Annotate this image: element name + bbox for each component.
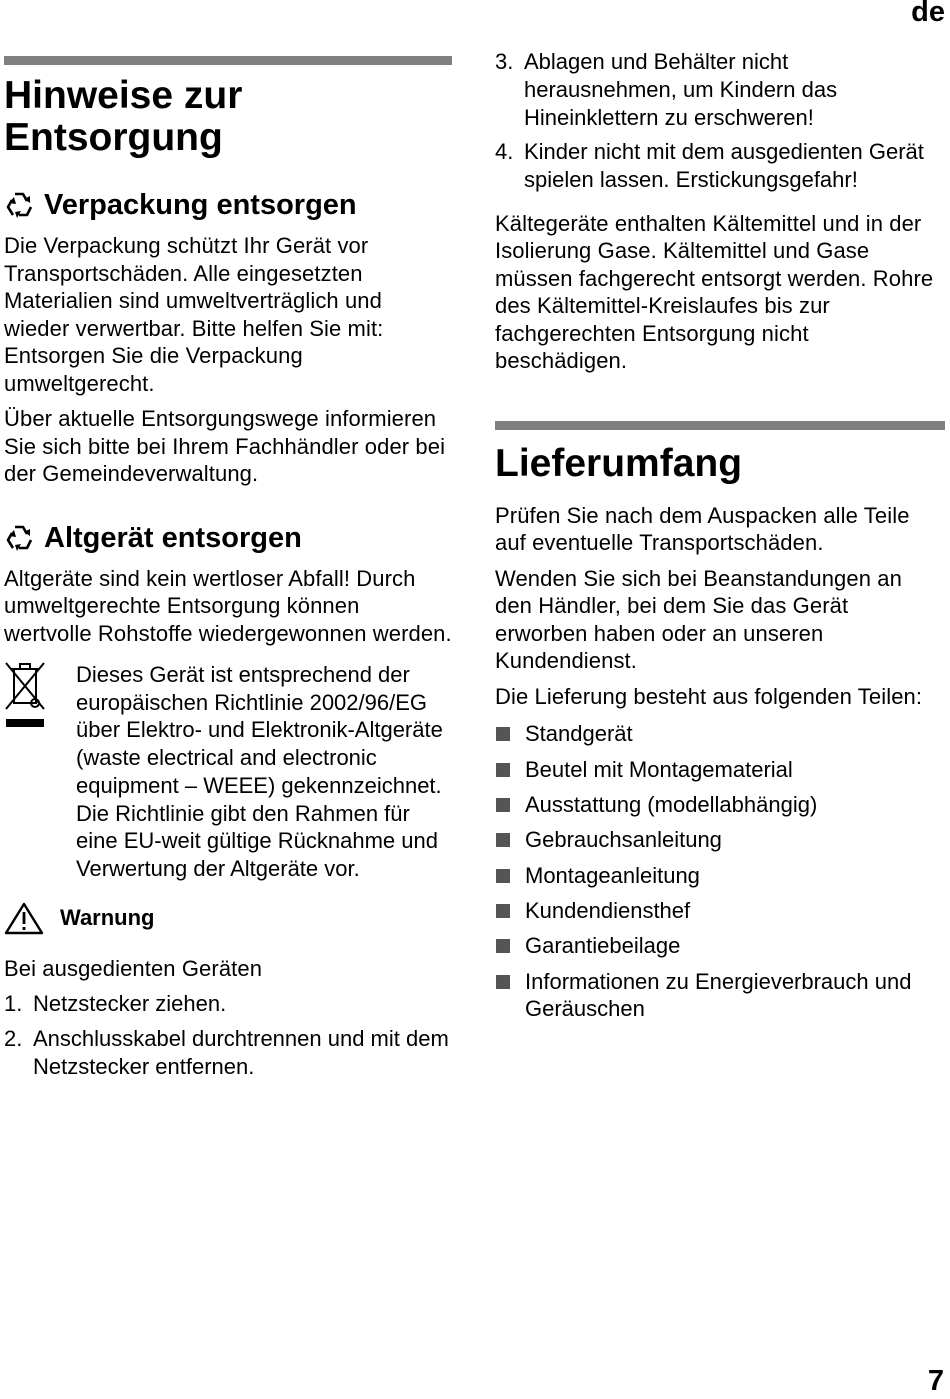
item-text: Montageanleitung xyxy=(525,862,700,888)
step-text: Ablagen und Behälter nicht herausnehmen, um Kindern das Hineinklettern zu erschweren! xyxy=(524,49,838,130)
list-item xyxy=(495,791,945,819)
warning-label: Warnung xyxy=(60,904,155,930)
section-rule xyxy=(4,56,452,65)
bullet xyxy=(496,975,510,989)
packaging-paragraph-1: Die Verpackung schützt Ihr Gerät vor Transportschäden. Alle eingesetzten Materialien sind umweltverträglich und wieder verwertbar. Bitte helfen Sie mit: Entsorgen Sie die Verpackung umweltgerecht. xyxy=(4,233,384,396)
step-number: 3. xyxy=(495,49,514,74)
disposal-title-line1: Hinweise zur xyxy=(4,74,243,117)
bullet xyxy=(496,869,510,883)
bullet xyxy=(496,727,510,741)
section-rule xyxy=(495,421,945,430)
language-code: de xyxy=(911,0,945,28)
list-item xyxy=(495,48,945,131)
bullet xyxy=(496,763,510,777)
step-text: Anschlusskabel durchtrennen und mit dem Netzstecker entfernen. xyxy=(33,1025,449,1079)
disposal-title xyxy=(4,75,452,159)
refrigerant-note: Kältegeräte enthalten Kältemittel und in der Isolierung Gase. Kältemittel und Gase müssen fachgerecht entsorgt werden. Rohre des Kältemittel-Kreislaufes bis zur fachgerechten Entsorgung nicht beschädigen. xyxy=(495,210,934,374)
step-number: 1. xyxy=(4,991,23,1017)
weee-notice xyxy=(4,661,452,883)
list-item xyxy=(495,932,945,960)
right-column xyxy=(495,0,945,1031)
bullet xyxy=(496,798,510,812)
step-text: Kinder nicht mit dem ausgedienten Gerät spielen lassen. Erstickungsgefahr! xyxy=(524,139,924,193)
list-item xyxy=(495,862,945,890)
page-number: 7 xyxy=(927,1365,944,1397)
disposal-steps-list-part1 xyxy=(4,990,452,1080)
left-column xyxy=(4,0,452,1088)
packaging-heading-text: Verpackung entsorgen xyxy=(44,189,357,221)
list-item xyxy=(4,1025,452,1081)
item-text: Garantiebeilage xyxy=(525,933,681,959)
disposal-title-line2: Entsorgung xyxy=(4,116,223,159)
delivery-paragraph-2: Wenden Sie sich bei Beanstandungen an den Händler, bei dem Sie das Gerät erworben haben oder an unseren Kundendienst. xyxy=(495,565,902,674)
step-number: 4. xyxy=(495,139,514,165)
weee-text: Dieses Gerät ist entsprechend der europäischen Richtlinie 2002/96/EG über Elektro- und Elektronik-Altgeräte (waste electrical and electronic equipment – WEEE) gekennzeichnet. Die Richtlinie gibt den Rahmen für eine EU-weit gültige Rücknahme und Verwertung der Altgeräte vor. xyxy=(76,662,443,881)
warning-intro: Bei ausgedienten Geräten xyxy=(4,955,263,981)
step-number: 2. xyxy=(4,1025,23,1051)
delivery-title: Lieferumfang xyxy=(495,441,743,485)
packaging-heading xyxy=(4,188,452,222)
bullet xyxy=(496,904,510,918)
item-text: Beutel mit Montagematerial xyxy=(525,756,793,782)
bullet xyxy=(496,939,510,953)
list-item xyxy=(495,138,945,194)
delivery-paragraph-3: Die Lieferung besteht aus folgenden Teilen: xyxy=(495,683,923,709)
list-item xyxy=(495,720,945,748)
weee-icon-box xyxy=(4,661,76,883)
old-device-heading xyxy=(4,521,452,555)
recycle-icon xyxy=(4,190,34,220)
delivery-items-list xyxy=(495,720,945,1023)
item-text: Informationen zu Energieverbrauch und Geräuschen xyxy=(525,968,912,1022)
recycle-icon xyxy=(4,523,34,553)
disposal-steps-list-part2 xyxy=(495,48,945,194)
warning-header xyxy=(4,901,452,935)
packaging-paragraph-2: Über aktuelle Entsorgungswege informieren Sie sich bitte bei Ihrem Fachhändler oder bei der Gemeindeverwaltung. xyxy=(4,406,446,486)
item-text: Standgerät xyxy=(525,721,633,747)
item-text: Gebrauchsanleitung xyxy=(525,827,722,853)
item-text: Kundendiensthef xyxy=(525,897,691,923)
step-text: Netzstecker ziehen. xyxy=(33,991,227,1017)
old-device-paragraph: Altgeräte sind kein wertloser Abfall! Durch umweltgerechte Entsorgung können wertvolle Rohstoffe wiedergewonnen werden. xyxy=(4,565,452,646)
list-item xyxy=(495,826,945,854)
bullet xyxy=(496,833,510,847)
list-item xyxy=(495,968,945,1024)
item-text: Ausstattung (modellabhängig) xyxy=(525,792,818,818)
delivery-paragraph-1: Prüfen Sie nach dem Auspacken alle Teile auf eventuelle Transportschäden. xyxy=(495,502,910,556)
warning-triangle-icon xyxy=(4,901,44,935)
list-item xyxy=(495,897,945,925)
list-item xyxy=(495,756,945,784)
crossed-bin-icon xyxy=(4,661,48,733)
old-device-heading-text: Altgerät entsorgen xyxy=(44,521,302,554)
list-item xyxy=(4,990,452,1018)
